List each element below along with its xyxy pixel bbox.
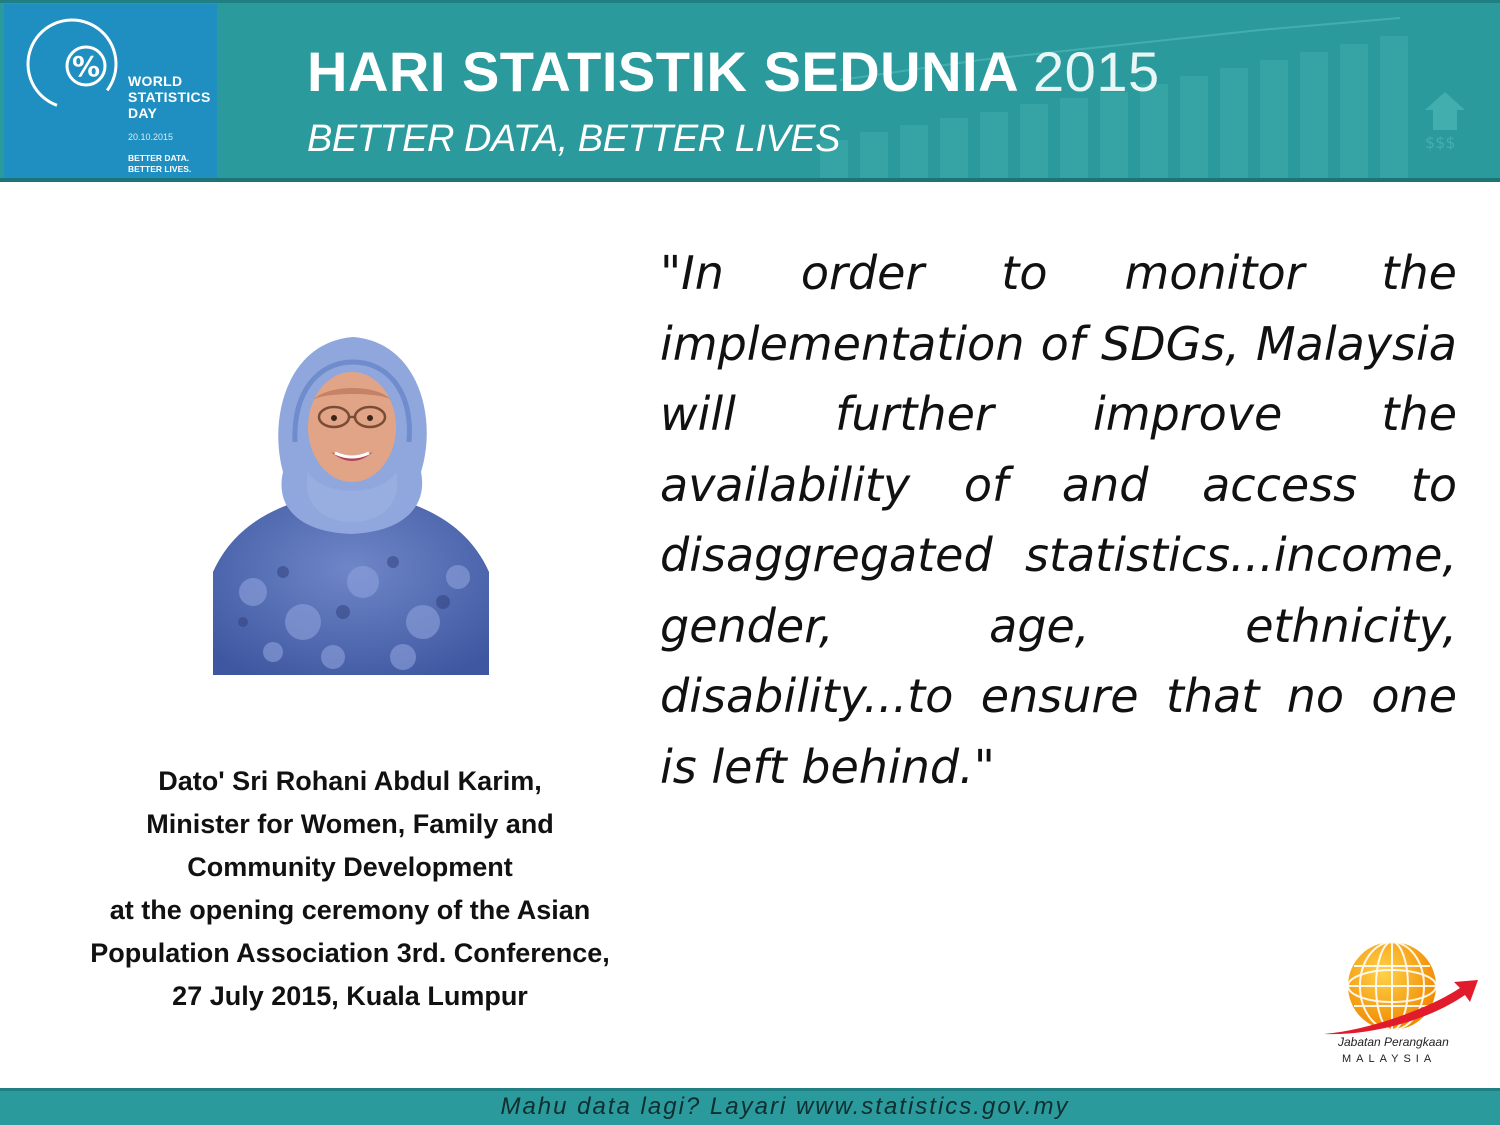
minister-quote: "In order to monitor the implementation of SDGs, Malaysia will further improve the availability of and access to disaggregated statistics...income, gender, age, ethnicity, disability...to ensure that no one is left behind." bbox=[660, 246, 1457, 794]
header-top-line bbox=[0, 0, 1500, 3]
header-banner bbox=[0, 0, 1500, 182]
attribution-line: Minister for Women, Family and bbox=[146, 809, 554, 839]
globe-arrow-icon bbox=[1320, 938, 1485, 1038]
portrait-illustration bbox=[213, 322, 489, 675]
quote-attribution bbox=[40, 760, 660, 1018]
attribution-line: Population Association 3rd. Conference, bbox=[90, 938, 610, 968]
footer-website-text: Mahu data lagi? Layari www.statistics.gov.my bbox=[500, 1093, 1070, 1120]
svg-text:%: % bbox=[71, 50, 101, 83]
logo-world-statistics-day-text: WORLD STATISTICS DAY bbox=[128, 73, 211, 121]
footer-top-line bbox=[0, 1088, 1500, 1091]
attribution-line: 27 July 2015, Kuala Lumpur bbox=[172, 981, 528, 1011]
logo-tagline: BETTER DATA. BETTER LIVES. bbox=[128, 153, 192, 174]
svg-text:$$$: $$$ bbox=[1425, 133, 1456, 152]
banner-title bbox=[307, 40, 1160, 104]
dosm-name: Jabatan Perangkaan bbox=[1338, 1035, 1449, 1049]
attribution-line: Community Development bbox=[187, 852, 513, 882]
footer-bar bbox=[0, 1088, 1500, 1125]
attribution-line: Dato' Sri Rohani Abdul Karim, bbox=[158, 766, 542, 796]
banner-title-main: HARI STATISTIK SEDUNIA bbox=[307, 40, 1034, 103]
attribution-line: at the opening ceremony of the Asian bbox=[109, 895, 591, 925]
minister-portrait bbox=[213, 322, 489, 675]
world-statistics-day-logo bbox=[4, 4, 217, 178]
header-bottom-line bbox=[0, 178, 1500, 182]
percent-ring-icon bbox=[22, 14, 122, 114]
banner-title-year: 2015 bbox=[1033, 40, 1160, 103]
dosm-country: MALAYSIA bbox=[1342, 1053, 1437, 1065]
logo-date: 20.10.2015 bbox=[128, 132, 174, 142]
banner-subtitle: BETTER DATA, BETTER LIVES bbox=[307, 118, 840, 160]
dosm-logo bbox=[1320, 938, 1485, 1088]
